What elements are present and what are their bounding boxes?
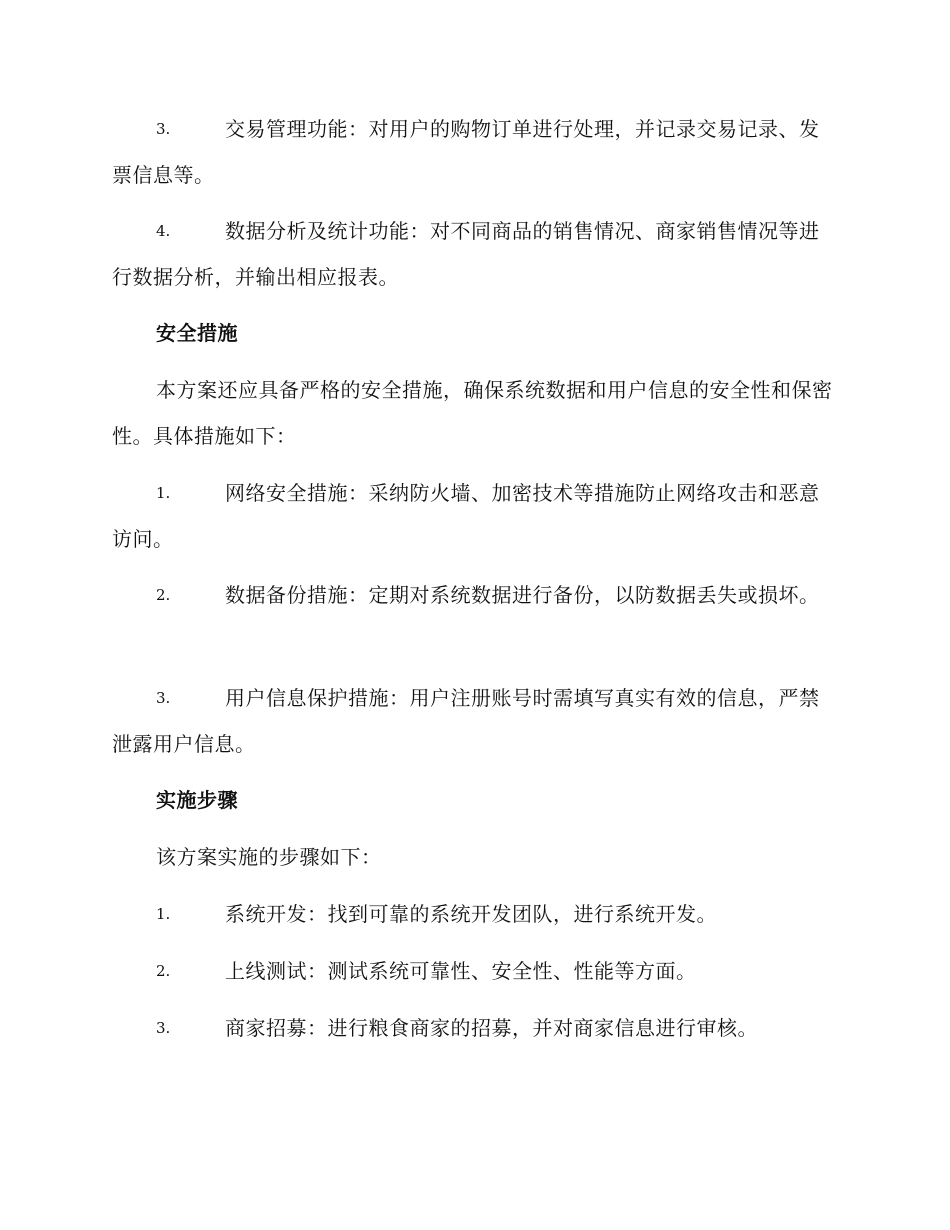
list-item-text: 数据备份措施：定期对系统数据进行备份，以防数据丢失或损坏。: [225, 583, 820, 607]
list-item-number: 3.: [156, 689, 171, 707]
paragraph-text: 该方案实施的步骤如下：: [156, 845, 382, 869]
list-item-text: 上线测试：测试系统可靠性、安全性、性能等方面。: [225, 959, 697, 983]
list-item: [112, 572, 834, 618]
paragraph-text: 本方案还应具备严格的安全措施，确保系统数据和用户信息的安全性和保密性。具体措施如下：: [112, 378, 833, 448]
section-heading-security: [112, 310, 834, 356]
list-item-text: 网络安全措施：采纳防火墙、加密技术等措施防止网络攻击和恶意访问。: [112, 481, 820, 551]
list-item-number: 3.: [156, 1019, 171, 1037]
section-heading-text: 安全措施: [156, 321, 238, 345]
list-item-text: 商家招募：进行粮食商家的招募，并对商家信息进行审核。: [225, 1016, 758, 1040]
list-item: [112, 208, 834, 300]
list-item-text: 数据分析及统计功能：对不同商品的销售情况、商家销售情况等进行数据分析，并输出相应报表。: [112, 219, 820, 289]
list-item-text: 交易管理功能：对用户的购物订单进行处理，并记录交易记录、发票信息等。: [112, 117, 820, 187]
list-item-number: 3.: [156, 120, 171, 138]
implementation-intro-paragraph: [112, 834, 834, 880]
list-item-number: 1.: [156, 905, 171, 923]
list-item-number: 2.: [156, 962, 171, 980]
list-item-number: 1.: [156, 484, 171, 502]
list-item: [112, 106, 834, 198]
list-item: [112, 470, 834, 562]
list-item-number: 4.: [156, 222, 171, 240]
security-intro-paragraph: [112, 367, 834, 459]
section-heading-implementation: [112, 777, 834, 823]
list-item-number: 2.: [156, 586, 171, 604]
list-item-text: 用户信息保护措施：用户注册账号时需填写真实有效的信息，严禁泄露用户信息。: [112, 686, 820, 756]
list-item: [112, 948, 834, 994]
list-item: [112, 891, 834, 937]
section-heading-text: 实施步骤: [156, 788, 238, 812]
list-item: [112, 1005, 834, 1051]
list-item-text: 系统开发：找到可靠的系统开发团队，进行系统开发。: [225, 902, 717, 926]
list-item: [112, 675, 834, 767]
